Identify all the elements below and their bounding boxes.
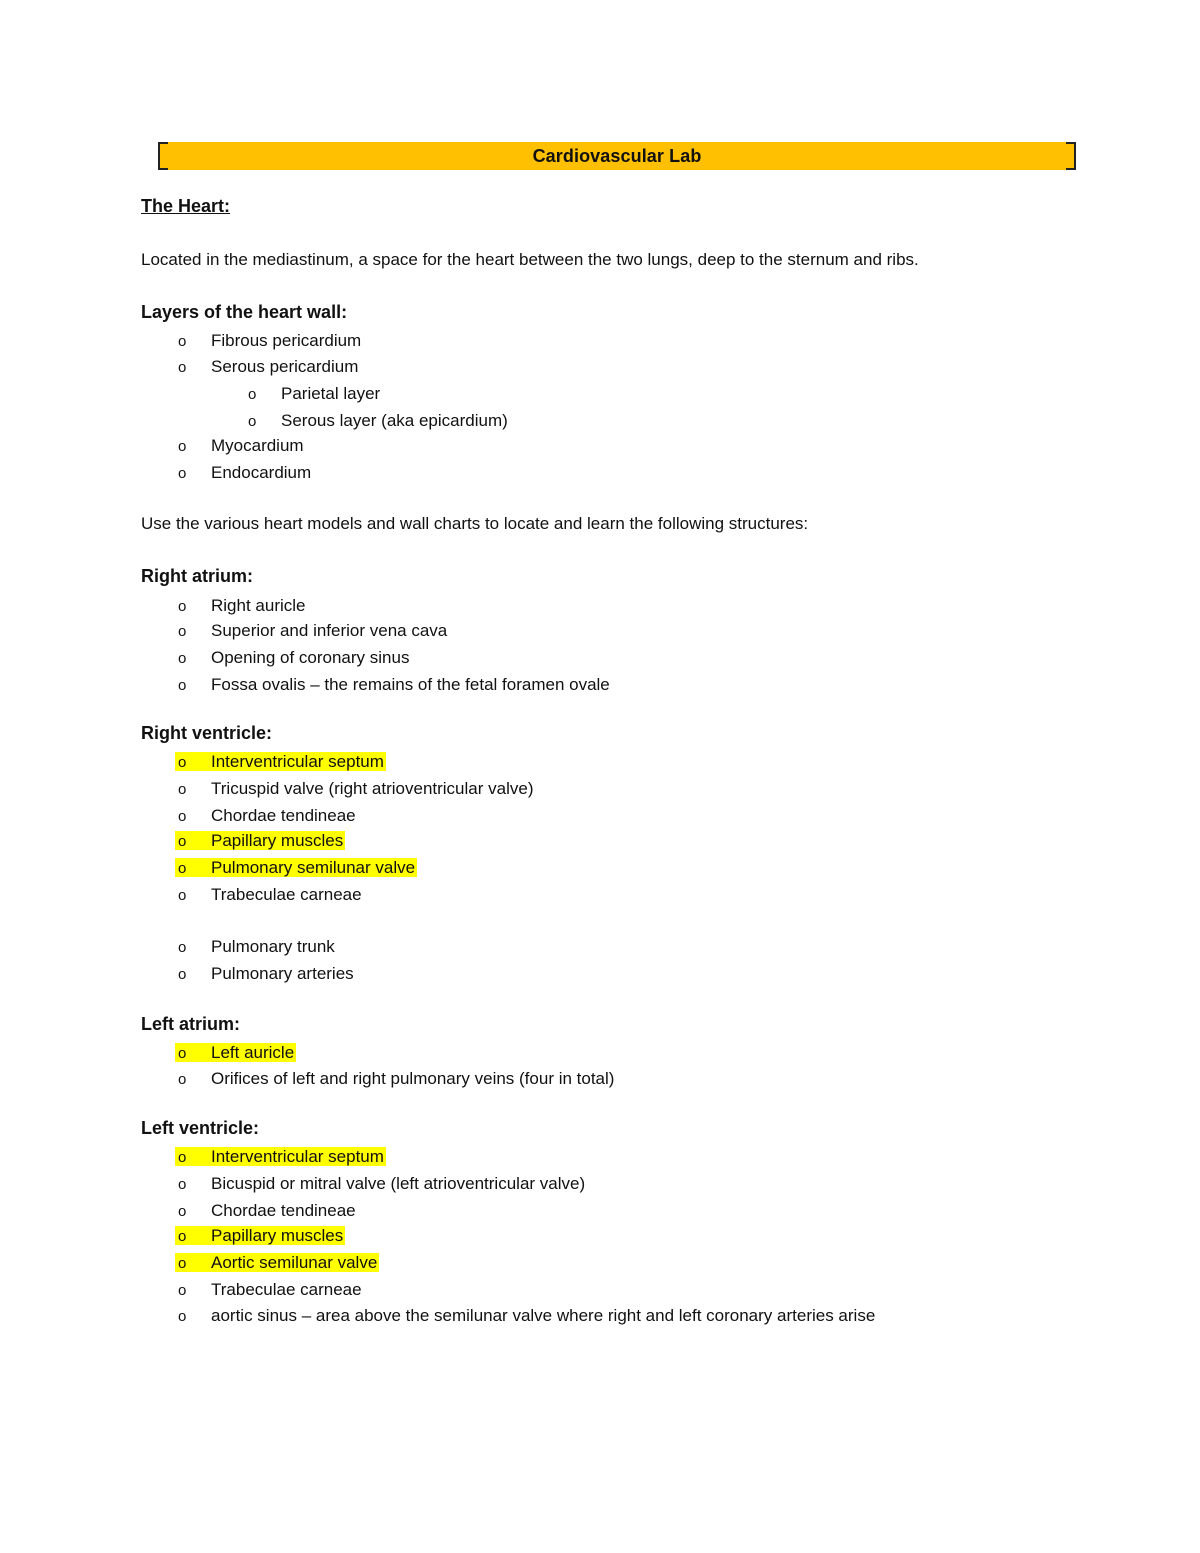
bullet: o	[178, 465, 187, 482]
list-item	[175, 1250, 379, 1275]
list-item	[175, 1223, 345, 1248]
highlighted-item	[175, 831, 345, 850]
list-item	[245, 381, 380, 406]
highlighted-item	[175, 1147, 386, 1166]
item-text: Interventricular septum	[211, 752, 384, 771]
bullet: o	[178, 1149, 187, 1166]
instructions: Use the various heart models and wall charts to locate and learn the following structures:	[141, 514, 809, 533]
right-ventricle-heading: Right ventricle:	[141, 723, 273, 743]
heart-intro: Located in the mediastinum, a space for the heart between the two lungs, deep to the sternum and ribs.	[141, 250, 919, 269]
list-item	[175, 855, 417, 880]
list-item	[175, 433, 304, 458]
document-title: Cardiovascular Lab	[532, 145, 702, 166]
item-text: Bicuspid or mitral valve (left atrioventricular valve)	[211, 1174, 586, 1193]
bullet: o	[178, 860, 187, 877]
list-item	[175, 618, 447, 643]
list-item	[175, 1171, 585, 1196]
item-text: Left auricle	[211, 1043, 295, 1062]
bullet: o	[178, 1255, 187, 1272]
list-item	[175, 882, 362, 907]
list-item	[175, 593, 306, 618]
bullet: o	[178, 1308, 187, 1325]
list-item	[175, 828, 345, 853]
highlighted-item	[175, 752, 386, 771]
left-ventricle-heading: Left ventricle:	[141, 1118, 260, 1138]
item-text: Aortic semilunar valve	[211, 1253, 378, 1272]
list-item	[175, 1144, 386, 1169]
item-text: Interventricular septum	[211, 1147, 384, 1166]
bullet: o	[178, 623, 187, 640]
list-item	[175, 328, 361, 353]
item-text: Tricuspid valve (right atrioventricular valve)	[211, 779, 534, 798]
item-text: Superior and inferior vena cava	[211, 621, 448, 640]
bullet: o	[248, 386, 257, 403]
bullet: o	[178, 1228, 187, 1245]
item-text: Serous layer (aka epicardium)	[281, 411, 508, 430]
bullet: o	[178, 359, 187, 376]
item-text: Right auricle	[211, 596, 306, 615]
item-text: aortic sinus – area above the semilunar valve where right and left coronary arteries arise	[211, 1306, 876, 1325]
bullet: o	[178, 754, 187, 771]
item-text: Opening of coronary sinus	[211, 648, 410, 667]
item-text: Fibrous pericardium	[211, 331, 362, 350]
bullet: o	[178, 833, 187, 850]
bullet: o	[178, 808, 187, 825]
item-text: Endocardium	[211, 463, 312, 482]
list-item	[175, 1066, 614, 1091]
list-item	[175, 672, 610, 697]
bullet: o	[178, 333, 187, 350]
bullet: o	[178, 1071, 187, 1088]
list-item	[175, 645, 409, 670]
list-item	[245, 408, 508, 433]
bullet: o	[248, 413, 257, 430]
bullet: o	[178, 1203, 187, 1220]
list-item	[175, 1198, 356, 1223]
bullet: o	[178, 677, 187, 694]
list-item	[175, 934, 335, 959]
bullet: o	[178, 887, 187, 904]
list-item	[175, 1277, 362, 1302]
item-text: Trabeculae carneae	[211, 1280, 362, 1299]
list-item	[175, 961, 354, 986]
item-text: Orifices of left and right pulmonary veins (four in total)	[211, 1069, 615, 1088]
item-text: Parietal layer	[281, 384, 381, 403]
highlighted-item	[175, 1253, 379, 1272]
left-atrium-heading: Left atrium:	[141, 1014, 240, 1034]
bullet: o	[178, 1282, 187, 1299]
item-text: Papillary muscles	[211, 1226, 344, 1245]
list-item	[175, 749, 386, 774]
heart-heading: The Heart:	[141, 196, 231, 216]
bullet: o	[178, 781, 187, 798]
list-item	[175, 803, 356, 828]
right-atrium-heading: Right atrium:	[141, 566, 253, 586]
item-text: Pulmonary arteries	[211, 964, 354, 983]
item-text: Pulmonary semilunar valve	[211, 858, 416, 877]
item-text: Papillary muscles	[211, 831, 344, 850]
item-text: Trabeculae carneae	[211, 885, 362, 904]
list-item	[175, 776, 533, 801]
highlighted-item	[175, 1226, 345, 1245]
bullet: o	[178, 438, 187, 455]
item-text: Fossa ovalis – the remains of the fetal foramen ovale	[211, 675, 610, 694]
layers-heading: Layers of the heart wall:	[141, 302, 348, 322]
highlighted-item	[175, 858, 417, 877]
list-item	[175, 354, 358, 379]
list-item	[175, 460, 311, 485]
item-text: Pulmonary trunk	[211, 937, 335, 956]
bullet: o	[178, 1176, 187, 1193]
item-text: Serous pericardium	[211, 357, 359, 376]
list-item	[175, 1303, 875, 1328]
item-text: Chordae tendineae	[211, 1201, 356, 1220]
item-text: Chordae tendineae	[211, 806, 356, 825]
item-text: Myocardium	[211, 436, 304, 455]
bullet: o	[178, 939, 187, 956]
bullet: o	[178, 1045, 187, 1062]
bullet: o	[178, 598, 187, 615]
title-banner	[158, 142, 1076, 170]
highlighted-item	[175, 1043, 296, 1062]
list-item	[175, 1040, 296, 1065]
bullet: o	[178, 966, 187, 983]
bullet: o	[178, 650, 187, 667]
